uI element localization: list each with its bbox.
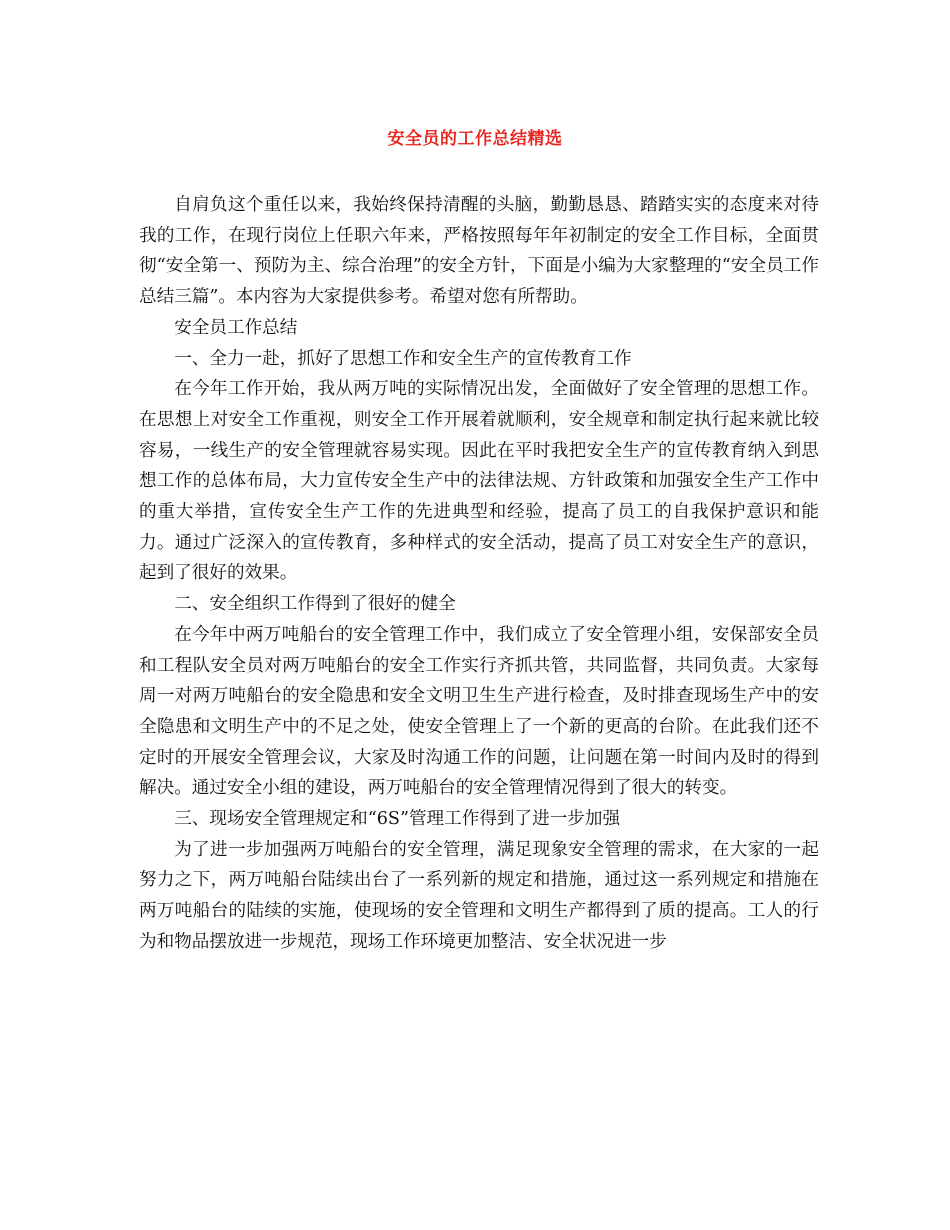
paragraph-section-three: 为了进一步加强两万吨船台的安全管理，满足现象安全管理的需求，在大家的一起努力之下，两万吨船台陆续出台了一系列新的规定和措施，通过这一系列规定和措施在两万吨船台的陆续的实施，使现场的安全管理和文明生产都得到了质的提高。工人的行为和物品摆放进一步规范，现场工作环境更加整洁、安全状况进一步 <box>139 839 819 952</box>
section-heading-one: 一、全力一赴，抓好了思想工作和安全生产的宣传教育工作 <box>174 348 632 369</box>
section-heading-two: 二、安全组织工作得到了很好的健全 <box>174 594 456 615</box>
document-title: 安全员的工作总结精选 <box>387 129 563 149</box>
paragraph-section-one: 在今年工作开始，我从两万吨的实际情况出发，全面做好了安全管理的思想工作。在思想上对安全工作重视，则安全工作开展着就顺利，安全规章和制定执行起来就比较容易，一线生产的安全管理就容易实现。因此在平时我把安全生产的宣传教育纳入到思想工作的总体布局，大力宣传安全生产中的法律法规、方针政策和加强安全生产工作中的重大举措，宣传安全生产工作的先进典型和经验，提高了员工的自我保护意识和能力。通过广泛深入的宣传教育，多种样式的安全活动，提高了员工对安全生产的意识，起到了很好的效果。 <box>139 379 819 584</box>
document-body <box>139 190 819 958</box>
paragraph-intro: 自肩负这个重任以来，我始终保持清醒的头脑，勤勤恳恳、踏踏实实的态度来对待我的工作，在现行岗位上任职六年来，严格按照每年年初制定的安全工作目标，全面贯彻“安全第一、预防为主、综合治理”的安全方针，下面是小编为大家整理的“安全员工作总结三篇”。本内容为大家提供参考。希望对您有所帮助。 <box>139 195 819 308</box>
section-heading-three: 三、现场安全管理规定和“6S”管理工作得到了进一步加强 <box>174 809 621 830</box>
section-heading-summary: 安全员工作总结 <box>174 317 298 338</box>
paragraph-section-two: 在今年中两万吨船台的安全管理工作中，我们成立了安全管理小组，安保部安全员和工程队安全员对两万吨船台的安全工作实行齐抓共管，共同监督，共同负责。大家每周一对两万吨船台的安全隐患和安全文明卫生生产进行检查，及时排查现场生产中的安全隐患和文明生产中的不足之处，使安全管理上了一个新的更高的台阶。在此我们还不定时的开展安全管理会议，大家及时沟通工作的问题，让问题在第一时间内及时的得到解决。通过安全小组的建设，两万吨船台的安全管理情况得到了很大的转变。 <box>139 624 819 799</box>
